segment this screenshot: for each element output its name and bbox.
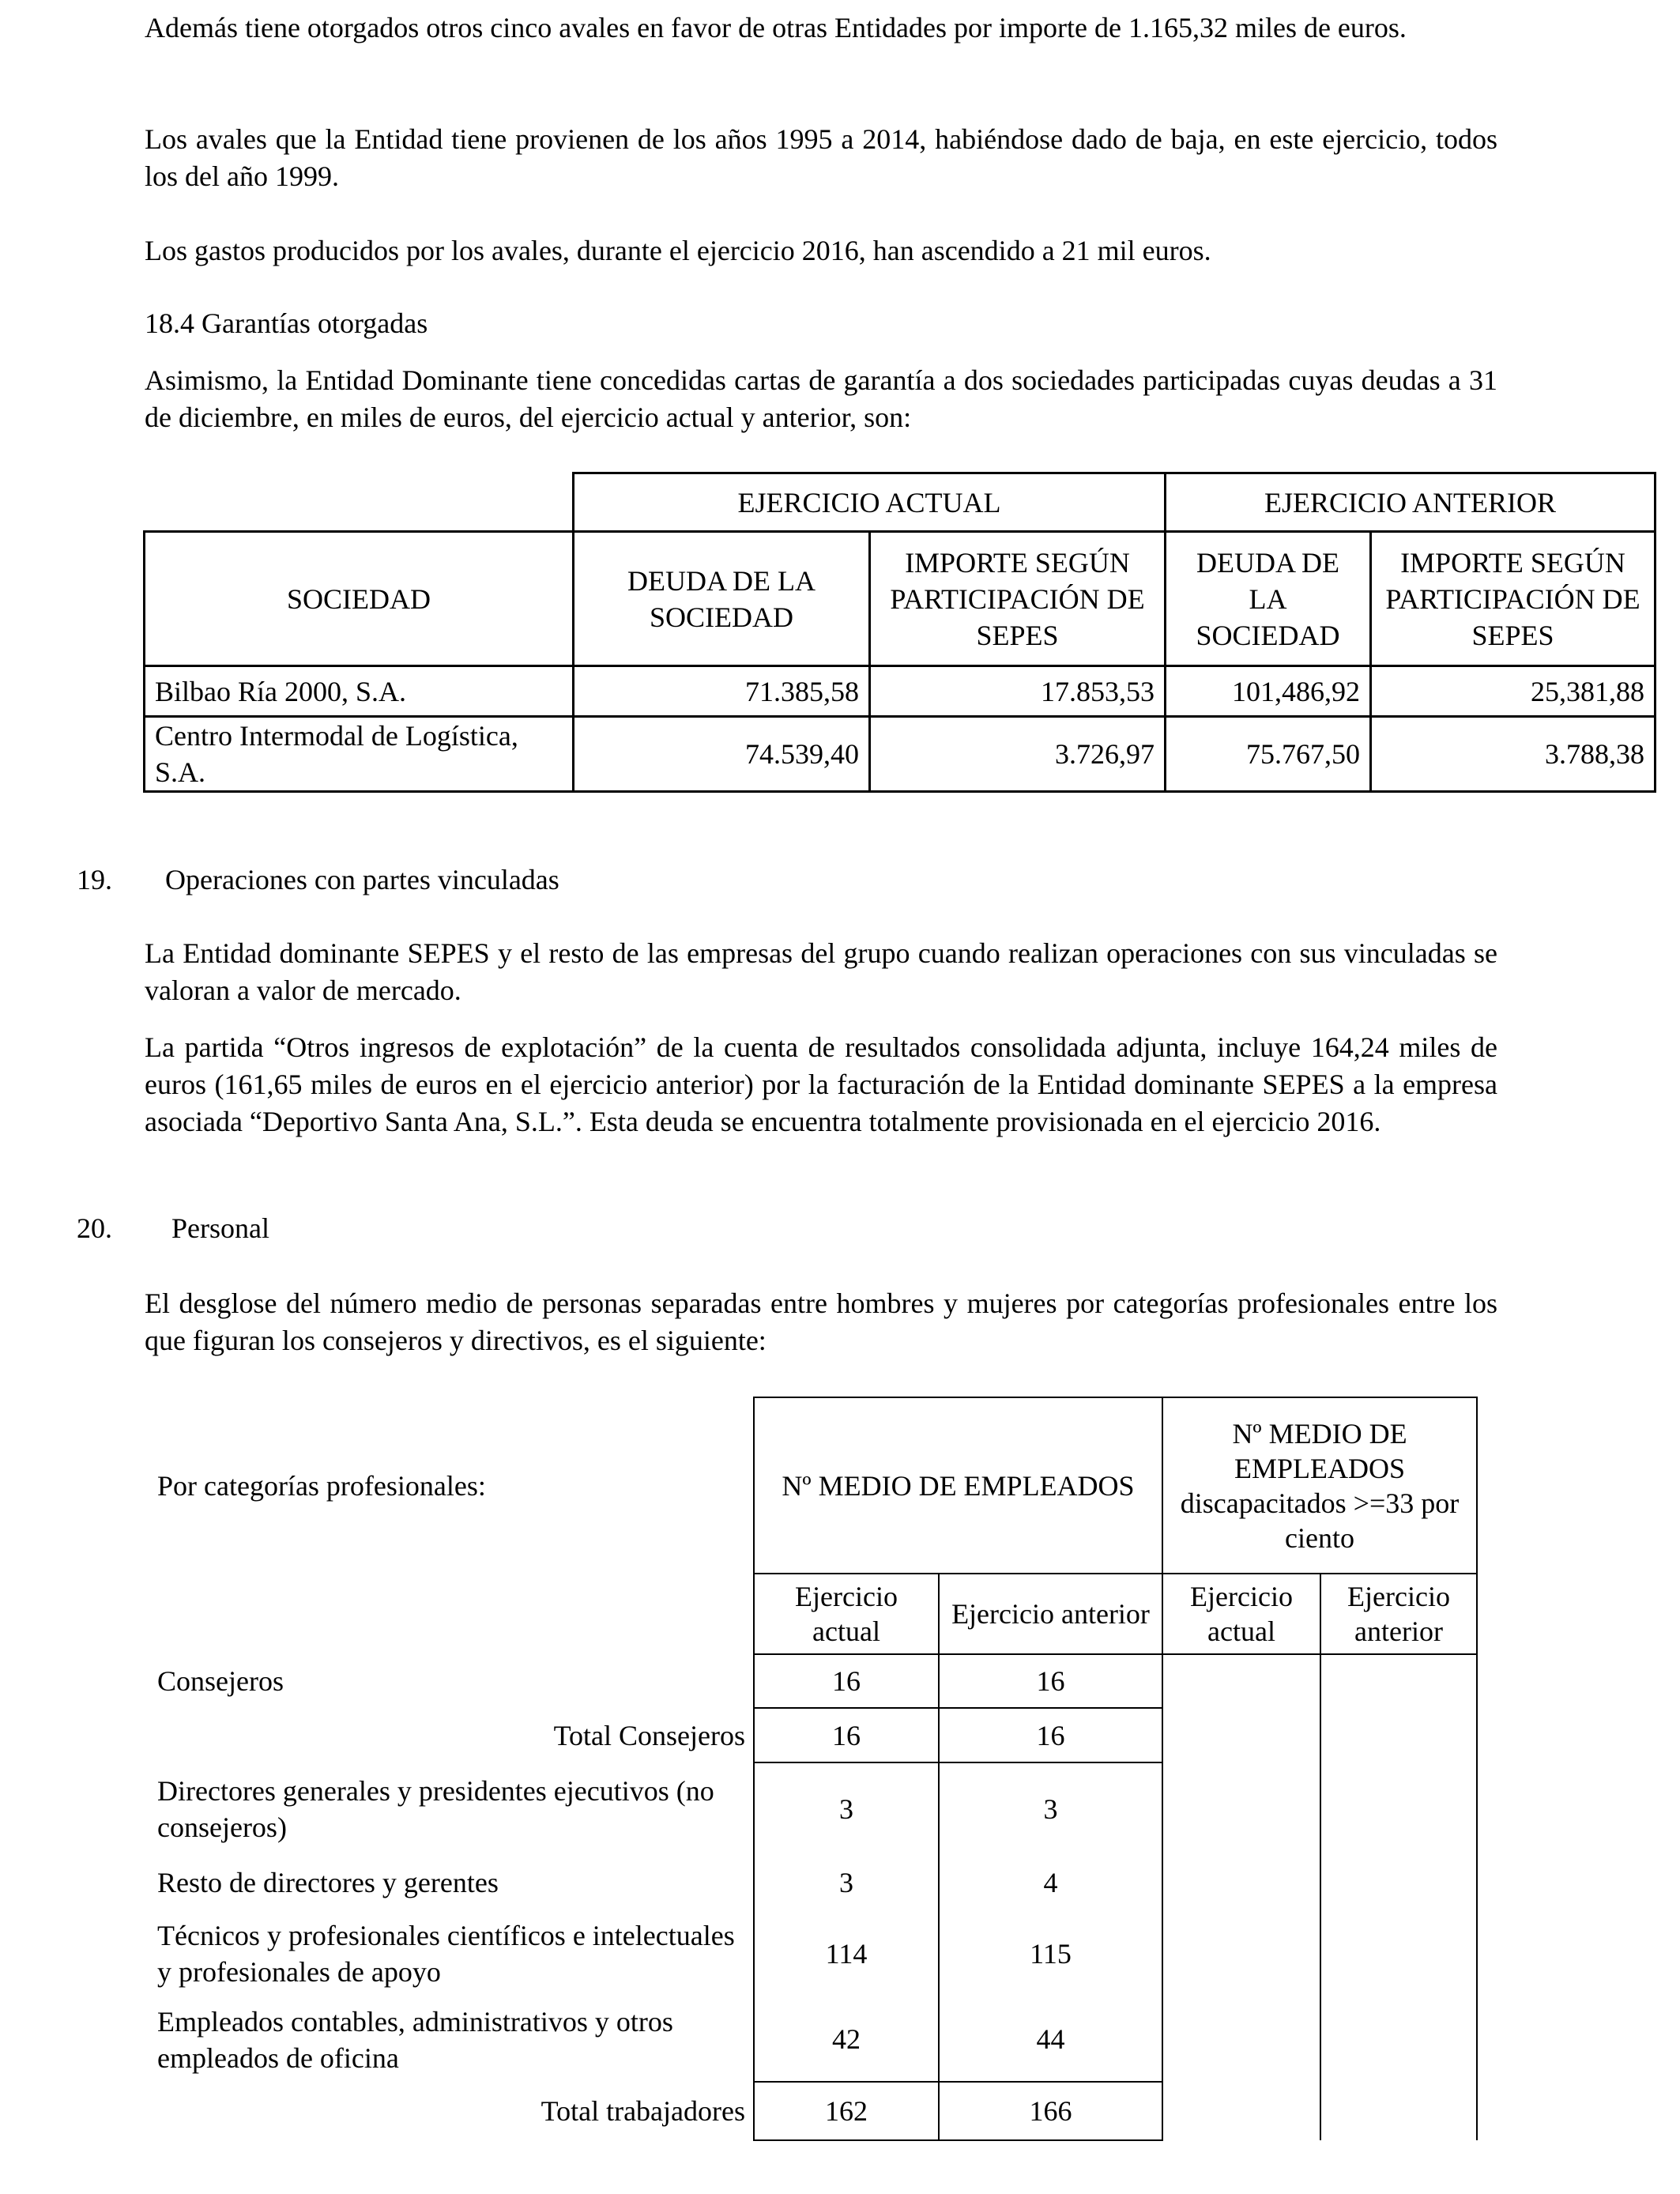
sub-disc-ejercicio-anterior: Ejercicio anterior: [1320, 1574, 1477, 1654]
cell-actual: 16: [754, 1708, 939, 1762]
cell-importe-anterior: 3.788,38: [1371, 717, 1656, 792]
table-row: [145, 1654, 1477, 1708]
row-label: Consejeros: [157, 1665, 284, 1697]
row-label: Empleados contables, administrativos y otros empleados de oficina: [157, 2005, 673, 2074]
cell-disc-actual: [1162, 1654, 1320, 2140]
paragraph-origen-avales: Los avales que la Entidad tiene provienen de los años 1995 a 2014, habiéndose dado de baja, en este ejercicio, todos los del año 1999.: [145, 123, 1497, 192]
guarantees-table: [143, 472, 1656, 793]
cell-deuda-actual: 71.385,58: [574, 666, 870, 717]
cell-sociedad: Bilbao Ría 2000, S.A.: [145, 666, 574, 717]
cell-actual: 16: [754, 1654, 939, 1708]
cell-deuda-anterior: 101,486,92: [1166, 666, 1371, 717]
subheading-18-4: 18.4 Garantías otorgadas: [145, 307, 428, 339]
paragraph-otros-avales: Además tiene otorgados otros cinco avales en favor de otras Entidades por importe de 1.165,32 miles de euros.: [145, 12, 1407, 43]
paragraph-cartas-garantia: Asimismo, la Entidad Dominante tiene concedidas cartas de garantía a dos sociedades participadas cuyas deudas a 31 de diciembre, en miles de euros, del ejercicio actual y anterior, son:: [145, 364, 1497, 433]
header-importe-anterior: IMPORTE SEGÚN PARTICIPACIÓN DE SEPES: [1371, 532, 1656, 666]
personal-table: [145, 1397, 1478, 2141]
cell-anterior: 166: [939, 2082, 1162, 2140]
paragraph-valoracion-vinculadas: La Entidad dominante SEPES y el resto de las empresas del grupo cuando realizan operaciones con sus vinculadas se valoran a valor de mercado.: [145, 937, 1497, 1006]
cell-actual: 162: [754, 2082, 939, 2140]
table-corner: [145, 473, 574, 532]
label-categorias: Por categorías profesionales:: [157, 1469, 486, 1502]
header-discapacitados: [1162, 1397, 1477, 1574]
row-label: Directores generales y presidentes ejecutivos (no consejeros): [157, 1774, 714, 1843]
paragraph-gastos-avales: Los gastos producidos por los avales, durante el ejercicio 2016, han ascendido a 21 mil euros.: [145, 235, 1211, 266]
cell-anterior: 16: [939, 1654, 1162, 1708]
cell-actual: 42: [754, 1997, 939, 2082]
cell-actual: 3: [754, 1762, 939, 1855]
cell-deuda-actual: 74.539,40: [574, 717, 870, 792]
sub-ejercicio-actual: Ejercicio actual: [754, 1574, 939, 1654]
header-discapacitados-sub: discapacitados >=33 por ciento: [1180, 1487, 1460, 1554]
paragraph-desglose-personal: El desglose del número medio de personas separadas entre hombres y mujeres por categorías profesionales entre los que figuran los consejeros y directivos, es el siguiente:: [145, 1287, 1497, 1356]
sub-ejercicio-anterior: Ejercicio anterior: [939, 1574, 1162, 1654]
section-20-title: Personal: [171, 1212, 269, 1244]
section-19-number: 19.: [77, 864, 112, 895]
cell-importe-actual: 17.853,53: [870, 666, 1166, 717]
cell-sociedad: Centro Intermodal de Logística, S.A.: [145, 717, 574, 792]
cell-anterior: 16: [939, 1708, 1162, 1762]
header-medio-empleados: Nº MEDIO DE EMPLEADOS: [754, 1397, 1162, 1574]
cell-anterior: 4: [939, 1855, 1162, 1909]
header-discapacitados-title: Nº MEDIO DE EMPLEADOS: [1232, 1417, 1407, 1484]
row-label-total: Total Consejeros: [553, 1719, 745, 1751]
row-label-total: Total trabajadores: [541, 2095, 745, 2127]
header-ejercicio-anterior: EJERCICIO ANTERIOR: [1166, 473, 1656, 532]
header-importe-actual: IMPORTE SEGÚN PARTICIPACIÓN DE SEPES: [870, 532, 1166, 666]
cell-anterior: 3: [939, 1762, 1162, 1855]
header-deuda-actual: DEUDA DE LA SOCIEDAD: [574, 532, 870, 666]
cell-disc-anterior: [1320, 1654, 1477, 2140]
section-19-title: Operaciones con partes vinculadas: [165, 864, 559, 895]
table-row: [145, 717, 1656, 792]
cell-anterior: 44: [939, 1997, 1162, 2082]
sub-disc-ejercicio-actual: Ejercicio actual: [1162, 1574, 1320, 1654]
section-20-number: 20.: [77, 1212, 112, 1244]
header-ejercicio-actual: EJERCICIO ACTUAL: [574, 473, 1166, 532]
cell-deuda-anterior: 75.767,50: [1166, 717, 1371, 792]
paragraph-otros-ingresos: La partida “Otros ingresos de explotación” de la cuenta de resultados consolidada adjunta, incluye 164,24 miles de euros (161,65 miles de euros en el ejercicio anterior) por la facturación de la Entidad dominante SEPES a la empresa asociada “Deportivo Santa Ana, S.L.”. Esta deuda se encuentra totalmente provisionada en el ejercicio 2016.: [145, 1031, 1497, 1137]
header-sociedad: SOCIEDAD: [145, 532, 574, 666]
cell-anterior: 115: [939, 1909, 1162, 1997]
row-label: Resto de directores y gerentes: [157, 1866, 499, 1898]
cell-actual: 114: [754, 1909, 939, 1997]
cell-importe-anterior: 25,381,88: [1371, 666, 1656, 717]
row-label: Técnicos y profesionales científicos e intelectuales y profesionales de apoyo: [157, 1919, 735, 1988]
label-empty: [145, 1574, 754, 1654]
table-row: [145, 666, 1656, 717]
cell-importe-actual: 3.726,97: [870, 717, 1166, 792]
header-deuda-anterior: DEUDA DE LA SOCIEDAD: [1166, 532, 1371, 666]
cell-actual: 3: [754, 1855, 939, 1909]
